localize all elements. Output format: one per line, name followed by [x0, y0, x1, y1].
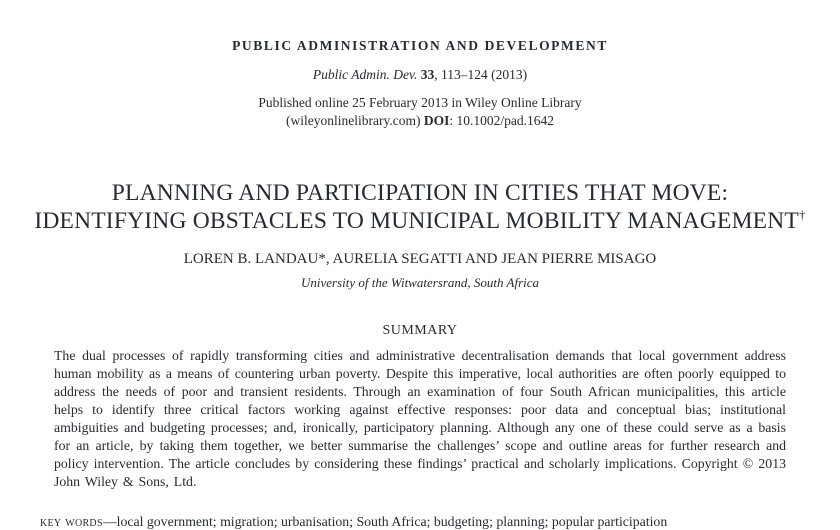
journal-header — [0, 0, 840, 129]
article-title-line1: PLANNING AND PARTICIPATION IN CITIES THAT MOVE: — [111, 180, 729, 206]
journal-name: PUBLIC ADMINISTRATION AND DEVELOPMENT — [232, 38, 608, 53]
wiley-library-url: (wileyonlinelibrary.com) — [286, 113, 424, 128]
article-title-line2: IDENTIFYING OBSTACLES TO MUNICIPAL MOBILITY MANAGEMENT† — [34, 207, 806, 234]
summary-heading: SUMMARY — [382, 323, 458, 338]
article-title — [0, 179, 840, 235]
summary-abstract-text: The dual processes of rapidly transforming cities and administrative decentralisation demands that local government address human mobility as a means of countering urban poverty. Despite this imperative, local authorities are often poorly equipped to address the needs of poor and transient residents. Through an examination of four South African municipalities, this article helps to identify three critical factors working against effective responses: poor data and conceptual bias; institutional ambiguities and budgeting processes; and, ironically, participatory planning. Although any one of these could serve as a basis for an article, by taking them together, we better summarise the challenges’ scope and outline areas for further research and policy intervention. The article concludes by considering these findings’ practical and scholarly implications. Copyright © 2013 John Wiley & Sons, Ltd. — [54, 348, 786, 489]
keywords-list: local government; migration; urbanisation; South Africa; budgeting; planning; popular participation — [116, 514, 668, 529]
title-dagger-footnote-mark: † — [798, 207, 806, 223]
keywords-label: key words — [40, 514, 103, 529]
citation-journal-abbrev: Public Admin. Dev. — [312, 67, 418, 82]
citation-line — [0, 67, 840, 83]
doi-label: DOI — [423, 113, 450, 128]
keywords-line — [40, 514, 800, 530]
citation-volume: 33 — [420, 67, 435, 82]
citation-pages-year: , 113–124 (2013) — [434, 67, 528, 82]
keywords-separator: — — [102, 514, 117, 529]
published-online-line: Published online 25 February 2013 in Wiley Online Library — [258, 95, 582, 110]
doi-line — [0, 113, 840, 129]
doi-value: : 10.1002/pad.1642 — [449, 113, 554, 128]
author-affiliation: University of the Witwatersrand, South Africa — [300, 275, 540, 290]
author-list: LOREN B. LANDAU*, AURELIA SEGATTI AND JEAN PIERRE MISAGO — [183, 251, 657, 267]
